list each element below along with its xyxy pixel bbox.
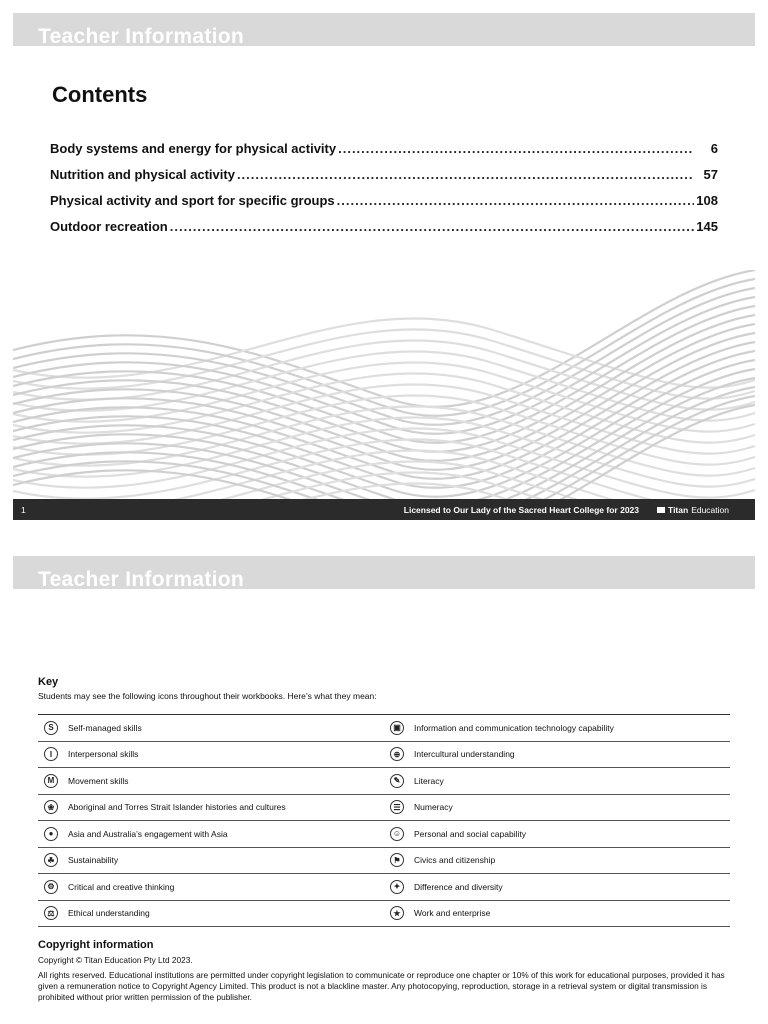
key-item-label: Civics and citizenship	[414, 855, 496, 866]
key-item-label: Personal and social capability	[414, 828, 526, 839]
numeracy-icon: ☰	[390, 800, 404, 814]
key-item	[38, 848, 384, 874]
key-item-label: Difference and diversity	[414, 881, 503, 892]
toc-entry[interactable]	[50, 219, 718, 245]
aboriginal-icon: ❀	[44, 800, 58, 814]
contents-heading: Contents	[52, 82, 148, 107]
page2-header-band	[13, 556, 755, 589]
key-item-label: Critical and creative thinking	[68, 881, 175, 892]
sustainability-icon: ☘	[44, 853, 58, 867]
key-item-label: Information and communication technology capability	[414, 722, 614, 733]
key-title: Key	[38, 676, 59, 688]
key-item-label: Numeracy	[414, 802, 453, 813]
creative-thinking-icon: ⚙	[44, 880, 58, 894]
key-item	[384, 715, 730, 741]
toc-entry[interactable]	[50, 141, 718, 167]
toc-entry[interactable]	[50, 193, 718, 219]
key-row	[38, 901, 730, 928]
key-subtitle: Students may see the following icons throughout their workbooks. Here’s what they mean:	[38, 691, 377, 701]
key-item-label: Ethical understanding	[68, 908, 150, 919]
self-managed-icon: S	[44, 721, 58, 735]
toc-entry[interactable]	[50, 167, 718, 193]
brand-name-bold: Titan	[668, 504, 689, 515]
toc-entry-page: 145	[696, 219, 718, 234]
key-item	[38, 715, 384, 741]
globe-icon: ⊕	[390, 747, 404, 761]
toc-entry-label: Body systems and energy for physical activity	[50, 141, 337, 156]
key-item	[38, 795, 384, 821]
key-item-label: Movement skills	[68, 775, 129, 786]
key-item	[38, 768, 384, 794]
key-item	[38, 874, 384, 900]
copyright-title: Copyright information	[38, 939, 154, 951]
toc-entry-label: Outdoor recreation	[50, 219, 168, 234]
page1-header-band	[13, 13, 755, 46]
civics-icon: ⚑	[390, 853, 404, 867]
toc-entry-page: 6	[710, 141, 718, 156]
key-row	[38, 821, 730, 848]
toc-leader-dots	[338, 141, 694, 156]
page1-header-title: Teacher Information	[38, 25, 245, 48]
titan-logo-icon	[657, 507, 665, 513]
toc-leader-dots	[170, 219, 694, 234]
toc-entry-label: Physical activity and sport for specific groups	[50, 193, 335, 208]
asia-icon: ●	[44, 827, 58, 841]
key-item	[38, 821, 384, 847]
decorative-wave-pattern	[13, 270, 755, 500]
key-row	[38, 715, 730, 742]
key-item-label: Work and enterprise	[414, 908, 491, 919]
movement-icon: M	[44, 774, 58, 788]
page2-header-title: Teacher Information	[38, 568, 245, 591]
ict-icon: ▣	[390, 721, 404, 735]
page-number: 1	[21, 504, 26, 515]
interpersonal-icon: I	[44, 747, 58, 761]
key-item	[384, 848, 730, 874]
key-item	[38, 901, 384, 927]
key-row	[38, 848, 730, 875]
key-item-label: Asia and Australia’s engagement with Asia	[68, 828, 228, 839]
key-item	[384, 768, 730, 794]
toc-leader-dots	[237, 167, 694, 182]
key-item-label: Intercultural understanding	[414, 749, 515, 760]
table-of-contents	[50, 141, 718, 245]
icon-key-table	[38, 714, 730, 927]
toc-entry-page: 108	[696, 193, 718, 208]
key-item-label: Literacy	[414, 775, 444, 786]
key-item	[384, 874, 730, 900]
key-item-label: Aboriginal and Torres Strait Islander histories and cultures	[68, 802, 286, 813]
key-item	[38, 742, 384, 768]
toc-entry-page: 57	[703, 167, 718, 182]
ethics-icon: ⚖	[44, 906, 58, 920]
enterprise-icon: ★	[390, 906, 404, 920]
copyright-body: All rights reserved. Educational institutions are permitted under copyright legislation to communicate or reproduce one chapter or 10% of this work for educational purposes, provided it has given a remuneration notice to Copyright Agency Limited. This product is not a blackline master. Any photocopying, reproduction, storage in a retrieval system or digital transmission is prohibited without prior written permission of the publisher.	[38, 970, 725, 1002]
key-item-label: Self-managed skills	[68, 722, 142, 733]
key-item	[384, 901, 730, 927]
key-item-label: Interpersonal skills	[68, 749, 139, 760]
key-item	[384, 821, 730, 847]
toc-entry-label: Nutrition and physical activity	[50, 167, 235, 182]
publisher-brand	[657, 505, 729, 515]
license-text: Licensed to Our Lady of the Sacred Heart College for 2023	[403, 504, 639, 515]
page1-footer	[13, 499, 755, 520]
key-row	[38, 768, 730, 795]
key-row	[38, 795, 730, 822]
key-item	[384, 742, 730, 768]
diversity-icon: ✦	[390, 880, 404, 894]
literacy-icon: ✎	[390, 774, 404, 788]
personal-social-icon: ☺	[390, 827, 404, 841]
toc-leader-dots	[337, 193, 694, 208]
copyright-line: Copyright © Titan Education Pty Ltd 2023.	[38, 955, 193, 965]
key-item	[384, 795, 730, 821]
key-row	[38, 874, 730, 901]
key-item-label: Sustainability	[68, 855, 119, 866]
brand-name-regular: Education	[691, 504, 729, 515]
key-row	[38, 742, 730, 769]
